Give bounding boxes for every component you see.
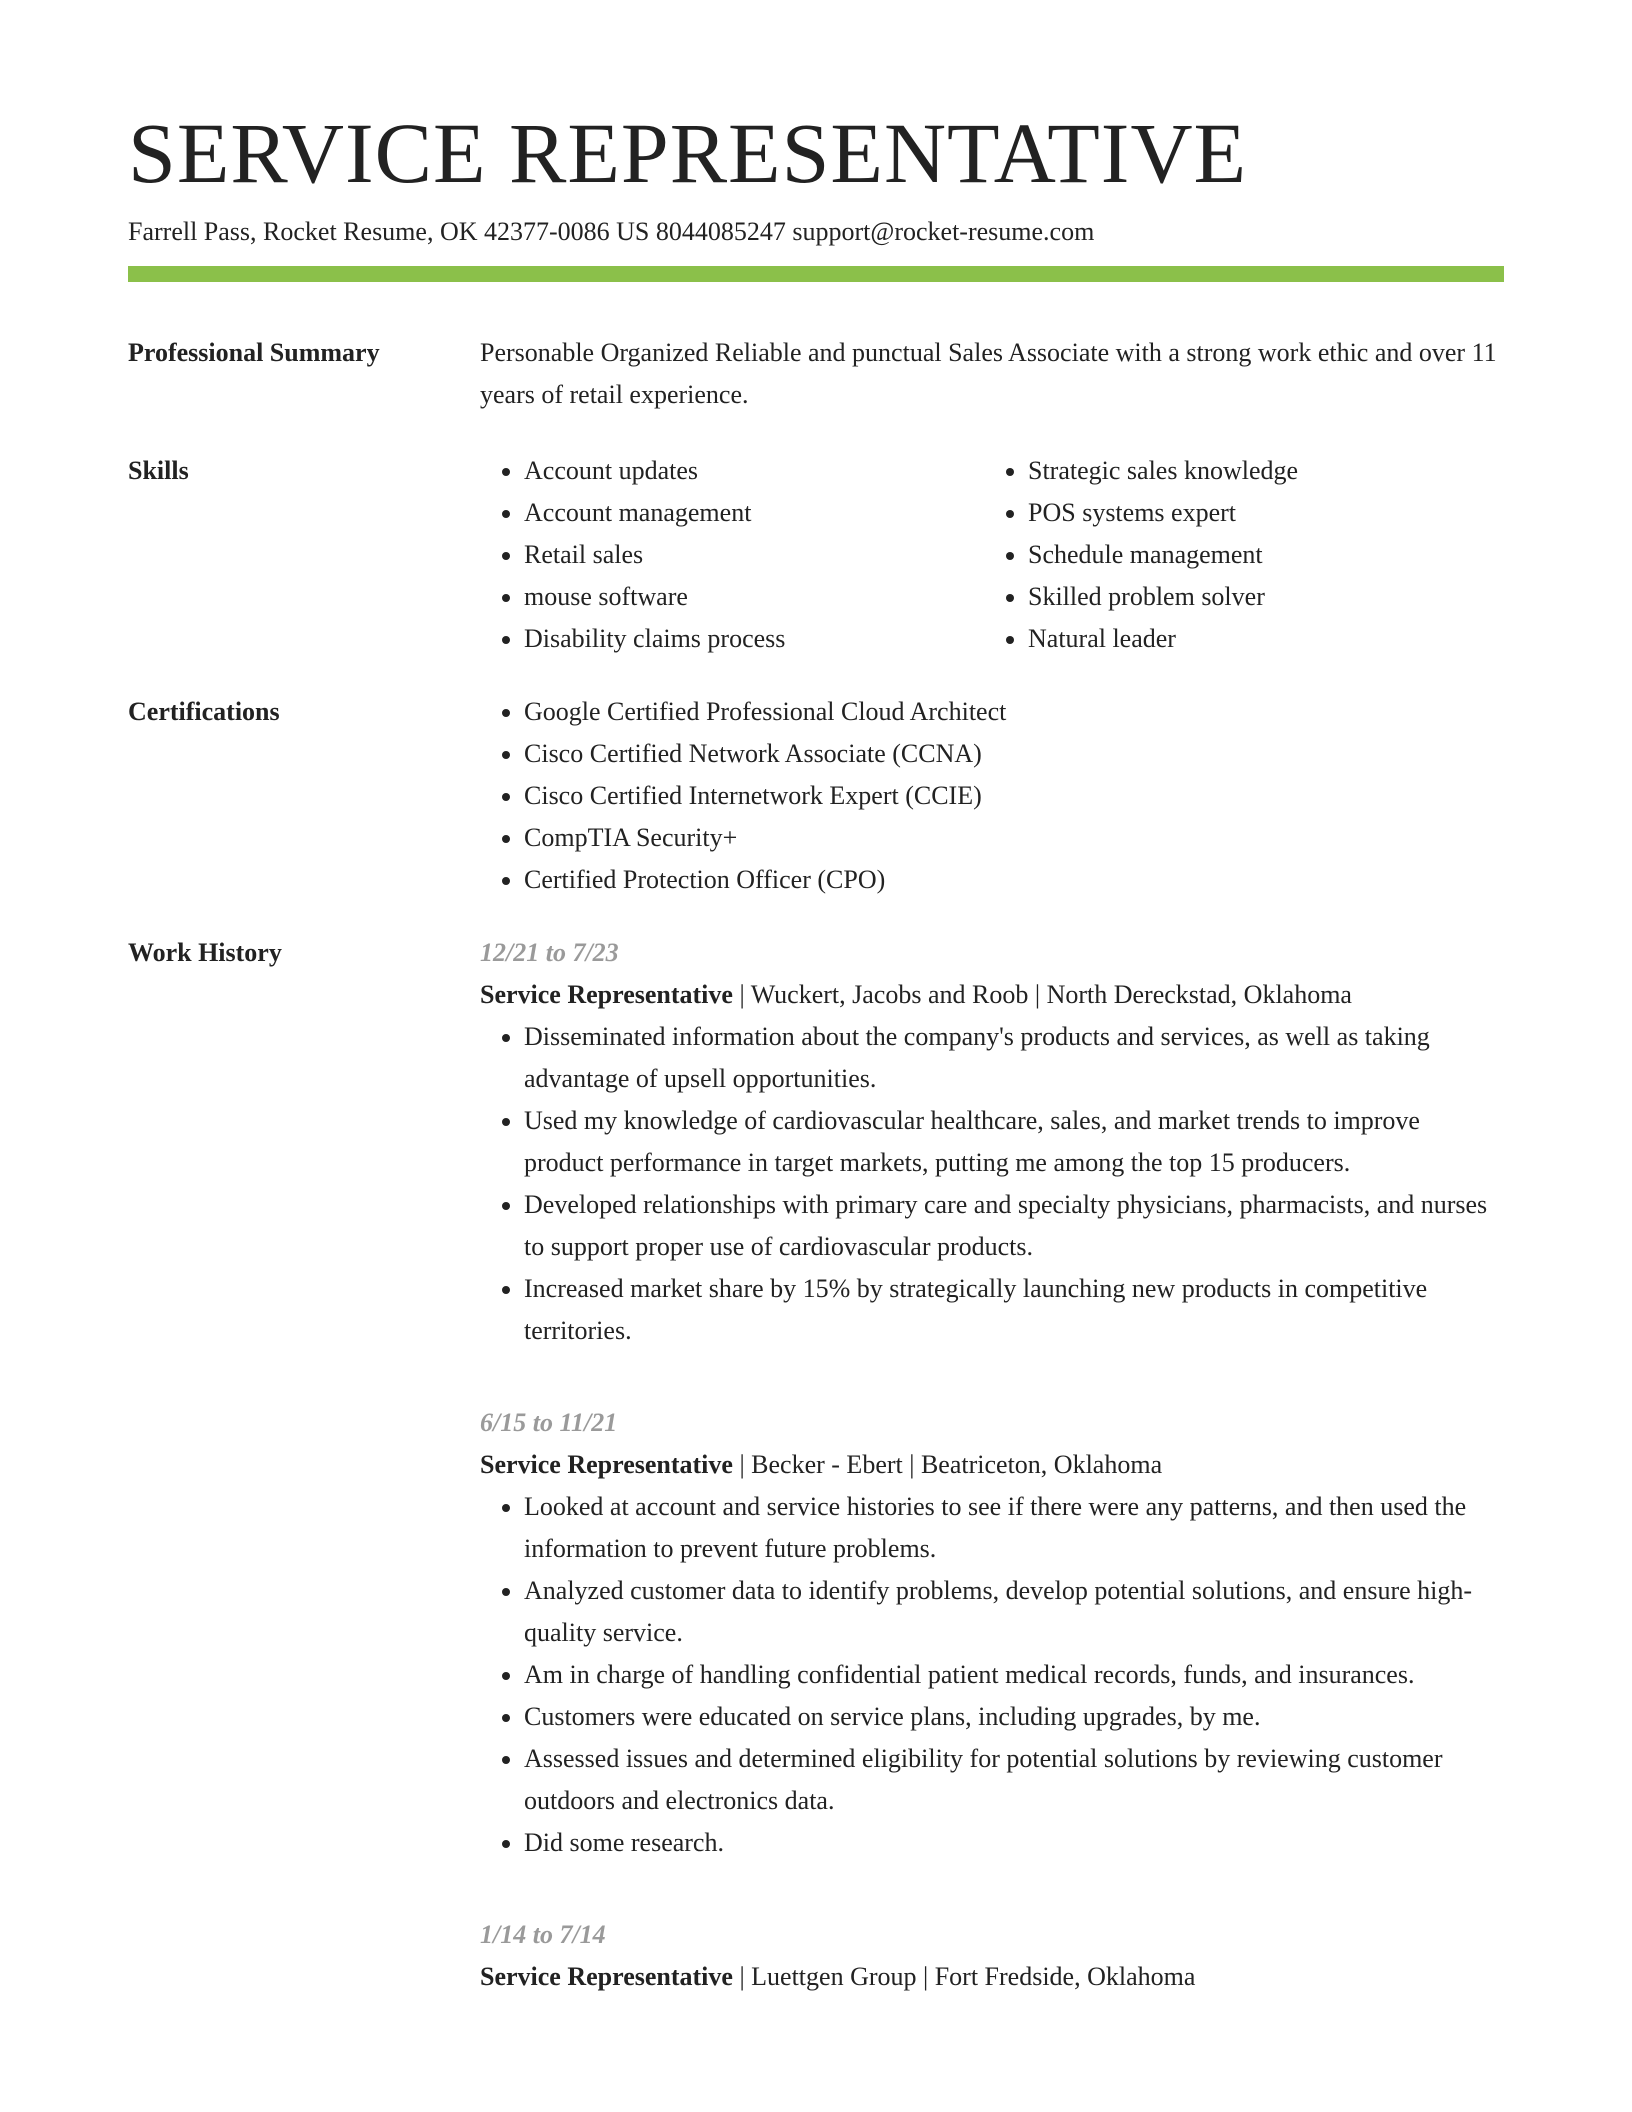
job-bullet: • Developed relationships with primary care and specialty physicians, pharmacists, and nurses to support proper use of cardiovascular products. <box>524 1184 1504 1268</box>
job-bullet: • Looked at account and service histories to see if there were any patterns, and then used the information to prevent future problems. <box>524 1486 1504 1570</box>
job-dates: 6/15 to 11/21 <box>480 1408 618 1438</box>
contact-line: Farrell Pass, Rocket Resume, OK 42377-0086 US 8044085247 support@rocket-resume.com <box>128 217 1095 246</box>
job-separator: | <box>916 1962 935 1992</box>
job-entry <box>480 1914 1504 1998</box>
job-heading <box>480 1956 1504 1998</box>
job-location: Beatriceton, Oklahoma <box>920 1450 1163 1480</box>
accent-divider <box>128 266 1504 282</box>
summary-text: Personable Organized Reliable and punctual Sales Associate with a strong work ethic and over 11 years of retail experience. <box>480 338 1497 410</box>
certifications-body <box>480 691 1504 901</box>
job-bullet: • Analyzed customer data to identify problems, develop potential solutions, and ensure high-quality service. <box>524 1570 1504 1654</box>
resume-name-heading: SERVICE REPRESENTATIVE <box>128 105 1248 201</box>
skill-item: • POS systems expert <box>1028 492 1488 534</box>
skill-item: • Skilled problem solver <box>1028 576 1488 618</box>
skills-column-left <box>480 450 984 660</box>
skill-item: • Retail sales <box>524 534 984 576</box>
job-bullet: • Increased market share by 15% by strategically launching new products in competitive territories. <box>524 1268 1504 1352</box>
job-entry <box>480 1402 1504 1864</box>
skill-item: • Account management <box>524 492 984 534</box>
job-company: Wuckert, Jacobs and Roob <box>750 980 1029 1010</box>
work-history-section <box>128 932 1504 2048</box>
skill-item: • Schedule management <box>1028 534 1488 576</box>
job-heading <box>480 1444 1504 1486</box>
section-title: Work History <box>128 938 282 968</box>
skill-item: • Natural leader <box>1028 618 1488 660</box>
job-dates: 12/21 to 7/23 <box>480 938 619 968</box>
job-title: Service Representative <box>480 1962 733 1992</box>
section-title: Professional Summary <box>128 338 380 368</box>
job-bullet: • Customers were educated on service plans, including upgrades, by me. <box>524 1696 1504 1738</box>
skill-item: • Strategic sales knowledge <box>1028 450 1488 492</box>
job-separator: | <box>732 1450 752 1480</box>
job-company: Luettgen Group <box>751 1962 917 1992</box>
job-bullet-list <box>480 1486 1504 1864</box>
job-title: Service Representative <box>480 980 733 1010</box>
professional-summary-section <box>128 332 1504 416</box>
job-heading <box>480 974 1504 1016</box>
certifications-list <box>480 691 1504 901</box>
job-bullet: • Disseminated information about the company's products and services, as well as taking advantage of upsell opportunities. <box>524 1016 1504 1100</box>
certification-item: • CompTIA Security+ <box>524 817 1504 859</box>
job-separator: | <box>732 1962 752 1992</box>
job-entry <box>480 932 1504 1352</box>
certification-item: • Cisco Certified Network Associate (CCNA) <box>524 733 1504 775</box>
job-bullet: • Assessed issues and determined eligibility for potential solutions by reviewing customer outdoors and electronics data. <box>524 1738 1504 1822</box>
work-history-body <box>480 932 1504 2048</box>
job-title: Service Representative <box>480 1450 733 1480</box>
section-title: Certifications <box>128 697 280 727</box>
skill-item: • Account updates <box>524 450 984 492</box>
job-location: Fort Fredside, Oklahoma <box>934 1962 1196 1992</box>
job-bullet-list <box>480 1016 1504 1352</box>
job-bullet: • Am in charge of handling confidential patient medical records, funds, and insurances. <box>524 1654 1504 1696</box>
skills-section <box>128 450 1504 660</box>
skills-list-left <box>480 450 984 660</box>
job-bullet: • Did some research. <box>524 1822 1504 1864</box>
job-bullet: • Used my knowledge of cardiovascular healthcare, sales, and market trends to improve product performance in target markets, putting me among the top 15 producers. <box>524 1100 1504 1184</box>
skills-column-right <box>984 450 1488 660</box>
job-dates: 1/14 to 7/14 <box>480 1920 606 1950</box>
resume-page <box>128 105 1504 2048</box>
job-location: North Dereckstad, Oklahoma <box>1046 980 1352 1010</box>
job-company: Becker - Ebert <box>751 1450 903 1480</box>
skill-item: • Disability claims process <box>524 618 984 660</box>
job-separator: | <box>1028 980 1047 1010</box>
job-separator: | <box>902 1450 921 1480</box>
certification-item: • Google Certified Professional Cloud Architect <box>524 691 1504 733</box>
skills-grid <box>480 450 1504 660</box>
job-separator: | <box>732 980 751 1010</box>
certifications-section <box>128 691 1504 901</box>
section-title: Skills <box>128 456 189 486</box>
skills-list-right <box>984 450 1488 660</box>
certification-item: • Cisco Certified Internetwork Expert (CCIE) <box>524 775 1504 817</box>
certification-item: • Certified Protection Officer (CPO) <box>524 859 1504 901</box>
skill-item: • mouse software <box>524 576 984 618</box>
